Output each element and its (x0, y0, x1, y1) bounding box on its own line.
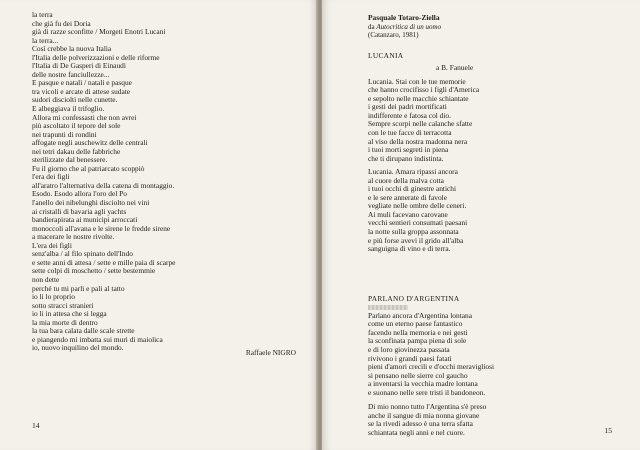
verse-line: i tuoi occhi di ginestre antichi (368, 184, 457, 194)
poem-dedication: a B. Fanuele (436, 63, 474, 73)
verse-line: all'aratro l'alternativa della catena di montaggio. (32, 180, 175, 190)
verse-line: E pasque e natali / natali e pasque (32, 78, 132, 88)
verse-line: più ascoltato il tepore del sole (32, 121, 121, 131)
source-title: Autocritica di un uomo (376, 22, 442, 31)
lucania-stanza-1 (368, 78, 628, 163)
verse-line: L'era dei figli (32, 240, 72, 250)
author-name: Pasquale Totaro-Ziella (368, 13, 440, 22)
verse-line: la terra... (32, 35, 59, 45)
verse-line: delle nostre fanciullezze... (32, 69, 110, 79)
verse-line: Fu il giorno che al patriarcato scoppiò (32, 163, 145, 173)
poem-title-argentina: PARLANO D'ARGENTINA (368, 293, 460, 303)
verse-line: Ai muli facevano carovane (368, 209, 448, 219)
verse-line: che ti dirupano indistinta. (368, 153, 444, 163)
verse-line: monoccoli all'avana e le sirene le fredde sirene (32, 223, 171, 233)
verse-line: i gesti dei padri mortificati (368, 102, 447, 112)
verse-line: Allora mi confessasti che non avrei (32, 112, 137, 122)
verse-line: e di loro giovinezza passata (368, 344, 450, 354)
verse-line: Lucania. Stai con le tue memorie (368, 76, 466, 86)
page-number-right: 15 (604, 426, 612, 435)
verse-line: Esodo. Esodo allora l'oro del Po (32, 189, 127, 199)
verse-line: indifferente e fatosa col dio. (368, 110, 451, 120)
verse-line: l'anello dei nibelunghi disciolto nei vini (32, 198, 150, 208)
verse-line: sudori disciolti nelle cunette. (32, 95, 118, 105)
verse-line: al cuore della malva cotta (368, 175, 444, 185)
verse-line: sette colpi di moschetto / sette bestemmie (32, 266, 156, 276)
right-page (322, 0, 640, 450)
argentina-stanza-2 (368, 403, 628, 437)
argentina-stanza-1 (368, 312, 628, 397)
verse-line: la notte sulla groppa assonnata (368, 227, 459, 237)
verse-line: Così crebbe la nuova Italia (32, 44, 112, 54)
verse-line: affogate negli auschewitz delle centrali (32, 138, 148, 148)
verse-line: io, nuovo inquilino del mondo. (32, 343, 124, 353)
verse-line: l'era dei figli (32, 172, 70, 182)
verse-line: Parlano ancora d'Argentina lontana (368, 310, 473, 320)
verse-line: la terra (32, 10, 53, 19)
verse-line: io li lo proprio (32, 292, 75, 302)
verse-line: anche il sangue di mia nonna giovane (368, 410, 480, 420)
verse-line: Lucania. Amara ripassi ancora (368, 167, 458, 177)
verse-line: si pensano nelle sierre col gaucho (368, 370, 468, 380)
verse-line: e le sere annerate di favole (368, 192, 447, 202)
verse-line: nei tetri dakau delle fabbriche (32, 146, 121, 156)
verse-line: e piangendo mi imbatta sui muri di maiolica (32, 334, 163, 344)
verse-line: Di mio nonno tutto l'Argentina s'è preso (368, 402, 487, 412)
verse-line: se la rivedi adesso è una terra sfatta (368, 419, 473, 429)
verse-line: bandierapirata ai municipi arroccati (32, 215, 138, 225)
verse-line: sterilizzate dal benessere. (32, 155, 108, 165)
verse-line: facendo nella memoria e nei gesti (368, 327, 468, 337)
verse-line: con le tue facce di terracotta (368, 128, 452, 138)
verse-line: pieni d'amori crecili e d'occhi meravigliosi (368, 362, 495, 372)
verse-line: non dette (32, 274, 60, 284)
lucania-stanza-2 (368, 168, 628, 253)
poem-continuation (32, 11, 302, 353)
right-column (368, 14, 628, 437)
verse-line: sotto stracci stranieri (32, 300, 94, 310)
verse-line: ai cristalli di bavaria agli yachts (32, 206, 127, 216)
verse-line: che già fu dei Doria (32, 18, 91, 28)
verse-line: vegliate nelle ombre delle ceneri. (368, 201, 467, 211)
verse-line: la mia morte di dentro (32, 317, 98, 327)
verse-line: rivivono i grandi paesi fatati (368, 353, 452, 363)
verse-line: E albeggiava il trifoglio. (32, 104, 105, 114)
verse-line: senz'alba / al filo spinato dell'Indo (32, 249, 133, 259)
verse-line: come un eterno paese fantastico (368, 319, 463, 329)
verse-line: la tua bara calata dalle scale strette (32, 326, 135, 336)
verse-line: e suonano nelle sere tristi il bandoneon. (368, 387, 486, 397)
verse-line: che hanno crocifisso i figli d'America (368, 85, 480, 95)
left-page (0, 0, 318, 450)
verse-line: la sconfinata pampa piena di sole (368, 336, 467, 346)
verse-line: e sepolto nelle macchie schiantate (368, 93, 469, 103)
source-prefix: da (368, 22, 377, 31)
smudge-mark (368, 305, 408, 310)
verse-line: a inventarsi la vecchia madre lontana (368, 379, 478, 389)
verse-line: tra vicoli e arcate di attese sudate (32, 86, 131, 96)
verse-line: vecchi sentieri consumati paesani (368, 218, 468, 228)
verse-line: Sempre scorpi nelle calanche sfatte (368, 119, 473, 129)
page-number-left: 14 (32, 421, 40, 430)
verse-line: al viso della nostra madonna nera (368, 136, 468, 146)
source-line (368, 23, 628, 32)
verse-line: schiantata negli anni e nel cuore. (368, 427, 465, 437)
verse-line: nei trapunti di rondini (32, 129, 97, 139)
verse-line: sanguigna di vino e di terra. (368, 244, 451, 254)
verse-line: perché tu mi parli e pali al tatto (32, 283, 125, 293)
verse-line: l'Italia di De Gasperi di Einaudi (32, 61, 126, 71)
verse-line: io li in attesa che si legga (32, 309, 107, 319)
poem-title-lucania: LUCANIA (368, 50, 404, 60)
verse-line: e più forse avevi il grido all'alba (368, 235, 464, 245)
source-meta: (Catanzaro, 1981) (368, 31, 419, 40)
verse-line: i tuoi morti segreti in piena (368, 145, 449, 155)
verse-line: l'Italia delle polverizzazioni e delle riforme (32, 52, 160, 62)
verse-line: a macerare le nostre rivolte. (32, 232, 115, 242)
verse-line: e sette anni di attesa / sette e mille paia di scarpe (32, 257, 176, 267)
verse-line: già di razze sconfitte / Morgeti Enotri Lucani (32, 27, 166, 37)
poem-signature: Raffaele NIGRO (245, 348, 296, 357)
